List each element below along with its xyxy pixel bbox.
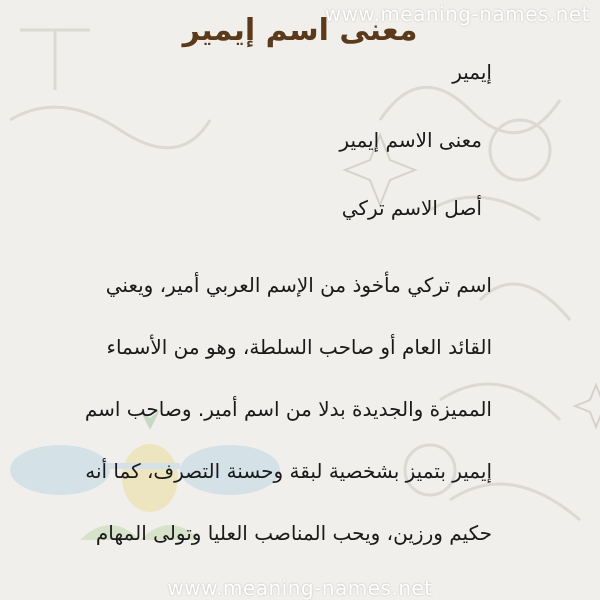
meaning-heading: معنى الاسم إيمير [339,128,482,152]
page-title: معنى اسم إيمير [182,12,418,48]
watermark-bottom: www.meaning-names.net [167,576,433,600]
description-line: اسم تركي مأخوذ من الإسم العربي أمير، ويعني [105,273,492,297]
info-block [30,58,492,260]
watermark-top: www.meaning-names.net [324,2,590,26]
description-line: القائد العام أو صاحب السلطة، وهو من الأسماء [106,335,492,359]
name-text: إيمير [452,60,492,84]
description-line: المميزة والجديدة بدلا من اسم أمير. وصاحب اسم [84,397,492,421]
description-block [40,270,492,580]
title-band [150,10,450,50]
origin-text: أصل الاسم تركي [341,196,482,220]
description-line: حكيم ورزين، ويحب المناصب العليا وتولى المهام [95,521,492,545]
description-line: إيمير بتميز بشخصية لبقة وحسنة التصرف، كما أنه [85,459,492,483]
